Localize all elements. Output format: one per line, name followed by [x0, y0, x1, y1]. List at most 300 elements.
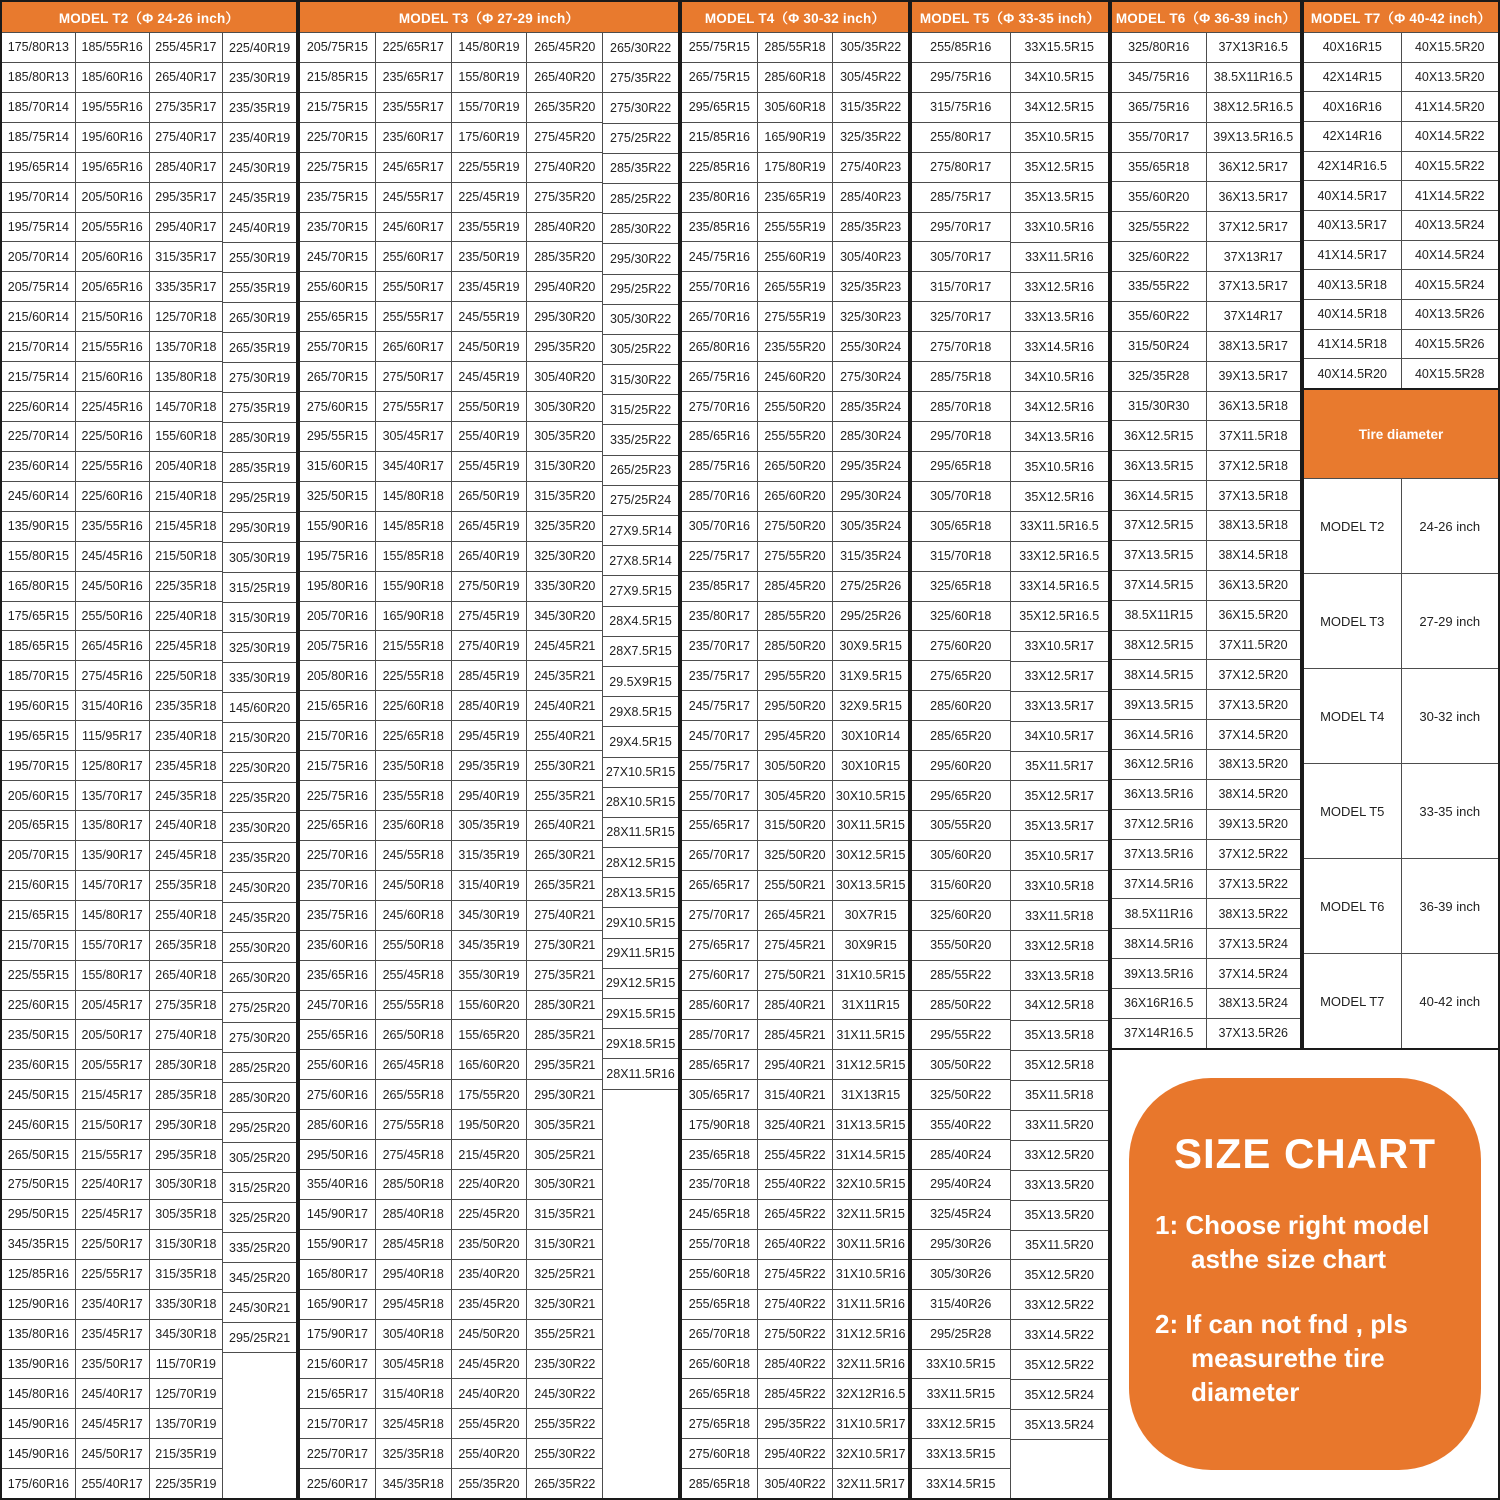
tire-size-cell: 295/25R22 — [603, 275, 678, 305]
tire-size-cell: 33X12.5R15 — [912, 1409, 1010, 1439]
tire-size-cell: 315/40R16 — [76, 691, 149, 721]
tire-size-cell: 33X12.5R16 — [1011, 273, 1109, 303]
tire-size-cell: 315/40R21 — [758, 1080, 833, 1110]
tire-size-cell: 31X11.5R16 — [833, 1290, 908, 1320]
tire-size-cell: 33X14.5R16 — [1011, 332, 1109, 362]
tire-size-cell: 275/45R19 — [452, 602, 527, 632]
tire-size-cell: 275/70R16 — [682, 392, 757, 422]
tire-size-cell: 305/35R20 — [527, 422, 602, 452]
tire-size-cell: 275/30R19 — [223, 363, 296, 393]
tire-size-cell: 335/30R19 — [223, 663, 296, 693]
tire-size-cell: 285/30R24 — [833, 422, 908, 452]
tire-size-cell: 145/90R16 — [2, 1439, 75, 1469]
tire-size-cell: 31X13R15 — [833, 1080, 908, 1110]
tire-size-cell: 235/70R16 — [300, 871, 375, 901]
tire-size-cell: 265/60R20 — [758, 482, 833, 512]
tire-size-cell: 225/45R16 — [76, 392, 149, 422]
tire-size-cell: 245/60R14 — [2, 482, 75, 512]
tire-size-cell: 275/25R26 — [833, 572, 908, 602]
tire-size-cell: 295/35R24 — [833, 452, 908, 482]
tire-size-cell: 285/30R18 — [150, 1050, 223, 1080]
tire-size-cell: 215/50R17 — [76, 1110, 149, 1140]
tire-size-cell: 245/30R21 — [223, 1293, 296, 1323]
tire-size-cell: 205/70R14 — [2, 242, 75, 272]
tire-size-cell: 245/40R21 — [527, 691, 602, 721]
size-column — [222, 33, 296, 1498]
tire-size-cell: 31X10.5R16 — [833, 1260, 908, 1290]
tire-size-cell: 135/90R17 — [76, 841, 149, 871]
section-model-t4 — [680, 0, 910, 1500]
tire-size-cell: 245/40R19 — [223, 213, 296, 243]
tire-size-cell: 225/85R16 — [682, 153, 757, 183]
tire-size-cell: 36X13.5R16 — [1112, 780, 1206, 810]
tire-size-cell: 295/25R21 — [223, 1323, 296, 1353]
tire-size-cell: 265/45R19 — [452, 512, 527, 542]
tire-size-cell: 325/50R22 — [912, 1080, 1010, 1110]
tire-size-cell: 145/90R16 — [2, 1409, 75, 1439]
tire-size-cell: 235/65R18 — [682, 1140, 757, 1170]
tire-size-cell: 255/45R20 — [452, 1409, 527, 1439]
tire-size-cell: 32X10.5R15 — [833, 1170, 908, 1200]
tire-size-cell: 325/40R21 — [758, 1110, 833, 1140]
tire-size-cell: 33X10.5R17 — [1011, 632, 1109, 662]
tire-size-cell: 155/70R17 — [76, 931, 149, 961]
tire-size-cell: 37X13.5R24 — [1207, 929, 1301, 959]
tire-size-cell: 36X16R16.5 — [1112, 989, 1206, 1019]
tire-size-cell: 135/90R15 — [2, 512, 75, 542]
tire-size-cell: 235/45R19 — [452, 272, 527, 302]
tire-size-cell: 38X12.5R16.5 — [1207, 93, 1301, 123]
tire-size-cell: 285/65R16 — [682, 422, 757, 452]
tire-size-cell: 255/40R19 — [452, 422, 527, 452]
tire-size-cell: 245/35R21 — [527, 661, 602, 691]
tire-size-cell: 295/40R20 — [527, 272, 602, 302]
tire-size-cell: 235/40R18 — [150, 721, 223, 751]
tire-size-cell: 275/40R22 — [758, 1290, 833, 1320]
tire-size-cell: 37X13.5R15 — [1112, 541, 1206, 571]
tire-size-cell: 255/30R20 — [223, 933, 296, 963]
tire-size-cell: 225/45R19 — [452, 183, 527, 213]
section-model-t7 — [1302, 0, 1500, 390]
tire-size-cell: 125/90R16 — [2, 1290, 75, 1320]
tire-size-cell: 33X12.5R16.5 — [1011, 542, 1109, 572]
tire-size-cell: 185/75R14 — [2, 123, 75, 153]
tire-size-cell: 125/80R17 — [76, 751, 149, 781]
tire-size-cell: 305/60R20 — [912, 841, 1010, 871]
tire-size-cell: 325/45R24 — [912, 1200, 1010, 1230]
tire-size-cell: 195/50R20 — [452, 1110, 527, 1140]
size-chart-box — [1129, 1078, 1481, 1470]
tire-size-cell: 345/75R16 — [1112, 63, 1206, 93]
tire-size-cell: 215/45R18 — [150, 512, 223, 542]
tire-size-cell: 215/70R17 — [300, 1409, 375, 1439]
tire-size-cell: 245/35R18 — [150, 781, 223, 811]
tire-size-cell: 225/65R16 — [300, 811, 375, 841]
tire-size-cell: 325/35R18 — [376, 1439, 451, 1469]
tire-size-cell: 255/30R21 — [527, 751, 602, 781]
tire-size-cell: 38.5X11R16 — [1112, 899, 1206, 929]
tire-size-cell: 295/35R20 — [527, 332, 602, 362]
tire-size-cell: 31X12.5R16 — [833, 1320, 908, 1350]
section-model-t5 — [910, 0, 1110, 1500]
tire-size-cell: 29.5X9R15 — [603, 667, 678, 697]
tire-size-cell: 35X12.5R18 — [1011, 1051, 1109, 1081]
tire-size-cell: 345/25R20 — [223, 1263, 296, 1293]
tire-size-cell: 295/35R17 — [150, 183, 223, 213]
tire-size-cell: 205/50R17 — [76, 1020, 149, 1050]
tire-size-cell: 205/55R17 — [76, 1050, 149, 1080]
tire-size-cell: 215/85R16 — [682, 123, 757, 153]
tire-size-cell: 355/40R16 — [300, 1170, 375, 1200]
tire-size-cell: 295/45R18 — [376, 1290, 451, 1320]
tire-size-cell: 245/60R18 — [376, 901, 451, 931]
tire-size-cell: 235/55R18 — [376, 781, 451, 811]
size-column — [1010, 33, 1109, 1498]
tire-size-cell: 155/80R19 — [452, 63, 527, 93]
tire-size-cell: 315/70R17 — [912, 272, 1010, 302]
tire-size-cell: 345/35R19 — [452, 931, 527, 961]
tire-size-cell: 255/65R16 — [300, 1020, 375, 1050]
tire-size-cell: 325/45R18 — [376, 1409, 451, 1439]
tire-size-cell: 235/55R19 — [452, 213, 527, 243]
tire-size-cell: 39X13.5R20 — [1207, 810, 1301, 840]
tire-size-cell: 185/55R16 — [76, 33, 149, 63]
tire-size-cell: 35X13.5R24 — [1011, 1410, 1109, 1440]
tire-size-cell: 42X14R16 — [1304, 122, 1401, 152]
tire-size-cell: 33X11.5R16.5 — [1011, 512, 1109, 542]
tire-size-cell: 38.5X11R15 — [1112, 601, 1206, 631]
tire-size-cell: 185/70R14 — [2, 93, 75, 123]
tire-size-cell: 255/55R19 — [758, 213, 833, 243]
tire-size-cell: 275/35R20 — [527, 183, 602, 213]
tire-size-cell: 33X12.5R20 — [1011, 1141, 1109, 1171]
tire-size-cell: 235/50R19 — [452, 242, 527, 272]
tire-size-cell: 275/65R17 — [682, 931, 757, 961]
size-column — [757, 33, 833, 1498]
tire-size-cell: 175/65R15 — [2, 602, 75, 632]
tire-size-cell: 275/25R22 — [603, 124, 678, 154]
tire-size-cell: 285/50R20 — [758, 631, 833, 661]
tire-size-cell: 235/80R17 — [682, 602, 757, 632]
tire-size-cell: 265/45R18 — [376, 1050, 451, 1080]
tire-size-cell: 325/60R22 — [1112, 242, 1206, 272]
tire-size-cell: 37X12.5R16 — [1112, 810, 1206, 840]
t7-and-legend-stack — [1302, 0, 1500, 1050]
tire-size-cell: 305/30R22 — [603, 305, 678, 335]
tire-size-cell: 35X11.5R17 — [1011, 752, 1109, 782]
size-table-t7 — [1304, 33, 1498, 388]
tire-size-cell: 37X13.5R16 — [1112, 840, 1206, 870]
legend-row-t2 — [1304, 479, 1498, 573]
tire-size-cell: 245/75R16 — [682, 242, 757, 272]
tire-size-cell: 285/70R18 — [912, 392, 1010, 422]
tire-size-cell: 255/60R16 — [300, 1050, 375, 1080]
tire-size-cell: 37X13R16.5 — [1207, 33, 1301, 63]
tire-size-cell: 285/60R17 — [682, 991, 757, 1021]
tire-size-cell: 265/65R17 — [682, 871, 757, 901]
tire-size-cell: 33X14.5R15 — [925, 1476, 996, 1491]
tire-size-cell: 36X13.5R20 — [1207, 571, 1301, 601]
tire-size-cell: 29X12.5R15 — [603, 969, 678, 999]
tire-diameter-legend — [1302, 390, 1500, 1050]
tire-size-cell: 205/70R16 — [300, 602, 375, 632]
size-column — [2, 33, 75, 1498]
tire-size-cell: 265/35R18 — [150, 931, 223, 961]
tire-size-cell: 38X14.5R20 — [1207, 780, 1301, 810]
tire-size-cell: 38X14.5R15 — [1112, 660, 1206, 690]
tire-size-cell: 335/30R20 — [527, 572, 602, 602]
tire-size-cell: 40X13.5R20 — [1402, 63, 1499, 93]
tire-size-cell: 295/40R21 — [758, 1050, 833, 1080]
tire-size-cell: 265/45R22 — [758, 1200, 833, 1230]
tire-size-cell: 275/40R23 — [833, 153, 908, 183]
tire-size-cell: 135/80R18 — [150, 362, 223, 392]
tire-size-cell: 33X10.5R18 — [1011, 871, 1109, 901]
legend-model-label: MODEL T3 — [1304, 574, 1402, 668]
tire-size-cell: 325/60R18 — [912, 602, 1010, 632]
tire-size-cell: 245/35R20 — [223, 903, 296, 933]
tire-size-cell: 285/40R20 — [527, 213, 602, 243]
tire-size-cell: 325/35R22 — [833, 123, 908, 153]
tire-size-cell: 31X10.5R17 — [833, 1409, 908, 1439]
tire-size-cell: 275/30R21 — [527, 931, 602, 961]
tire-size-cell: 40X16R16 — [1304, 92, 1401, 122]
tire-size-cell: 36X13.5R18 — [1207, 392, 1301, 422]
tire-size-cell: 275/35R22 — [603, 63, 678, 93]
tire-size-cell: 235/40R17 — [76, 1290, 149, 1320]
tire-size-cell: 275/50R22 — [758, 1320, 833, 1350]
section-header-t5: MODEL T5（Φ 33-35 inch） — [912, 2, 1108, 33]
tire-size-cell: 30X7R15 — [833, 901, 908, 931]
tire-size-cell: 35X12.5R15 — [1011, 153, 1109, 183]
tire-size-cell: 295/60R20 — [912, 751, 1010, 781]
tire-size-cell: 285/35R21 — [527, 1020, 602, 1050]
tire-size-cell: 295/45R20 — [758, 721, 833, 751]
tire-size-cell: 205/60R16 — [76, 242, 149, 272]
legend-diameter-range: 24-26 inch — [1419, 518, 1481, 534]
tire-size-cell: 205/75R16 — [300, 631, 375, 661]
tire-size-cell: 265/50R19 — [452, 482, 527, 512]
empty-cell — [1011, 1440, 1109, 1498]
tire-size-cell: 305/50R20 — [758, 751, 833, 781]
size-table-t3 — [300, 33, 678, 1498]
tire-size-cell: 35X10.5R17 — [1011, 841, 1109, 871]
tire-size-cell: 235/75R17 — [682, 661, 757, 691]
tire-size-cell: 40X15.5R28 — [1414, 366, 1485, 381]
tire-size-cell: 31X14.5R15 — [833, 1140, 908, 1170]
tire-size-cell: 315/60R15 — [300, 452, 375, 482]
tire-size-cell: 265/50R18 — [376, 1020, 451, 1050]
tire-size-cell: 32X10.5R17 — [833, 1439, 908, 1469]
tire-size-cell: 255/40R20 — [452, 1439, 527, 1469]
tire-size-cell: 42X14R15 — [1304, 63, 1401, 93]
tire-size-cell: 255/60R19 — [758, 242, 833, 272]
tire-size-cell: 225/60R18 — [376, 691, 451, 721]
tire-size-cell: 215/75R16 — [300, 751, 375, 781]
tire-size-cell: 285/40R23 — [833, 183, 908, 213]
tire-size-cell: 315/30R19 — [223, 603, 296, 633]
tire-size-cell: 40X14.5R22 — [1402, 122, 1499, 152]
tire-size-cell: 315/30R21 — [527, 1230, 602, 1260]
tire-size-cell: 295/30R24 — [833, 482, 908, 512]
tire-size-cell: 135/90R16 — [2, 1350, 75, 1380]
legend-model-label: MODEL T5 — [1304, 764, 1402, 858]
tire-size-cell: 325/65R18 — [912, 572, 1010, 602]
tire-size-cell: 305/70R16 — [682, 512, 757, 542]
tire-size-cell: 255/70R17 — [682, 781, 757, 811]
tire-size-cell: 245/50R17 — [76, 1439, 149, 1469]
tire-size-cell: 255/55R20 — [758, 422, 833, 452]
tire-size-cell: 235/30R20 — [223, 813, 296, 843]
right-panel-tables — [1110, 0, 1500, 1050]
tire-size-cell: 325/80R16 — [1112, 33, 1206, 63]
tire-size-cell: 36X12.5R16 — [1112, 750, 1206, 780]
tire-size-cell: 195/60R16 — [76, 123, 149, 153]
tire-size-cell: 37X12.5R18 — [1207, 451, 1301, 481]
tire-size-cell: 195/70R14 — [2, 183, 75, 213]
tire-size-cell: 285/60R18 — [758, 63, 833, 93]
tire-size-cell: 315/35R17 — [150, 242, 223, 272]
tire-size-cell: 145/80R19 — [452, 33, 527, 63]
legend-diameter-range: 36-39 inch — [1419, 898, 1481, 914]
tire-size-cell: 205/50R16 — [76, 183, 149, 213]
tire-size-cell: 29X15.5R15 — [603, 999, 678, 1029]
tire-size-cell: 205/70R15 — [2, 841, 75, 871]
tire-size-cell: 225/40R19 — [223, 33, 296, 63]
tire-size-cell: 36X12.5R15 — [1112, 421, 1206, 451]
tire-size-cell: 40X14.5R18 — [1304, 300, 1401, 330]
tire-size-cell: 235/40R20 — [452, 1260, 527, 1290]
tire-size-cell: 35X13.5R18 — [1011, 1021, 1109, 1051]
tire-size-cell: 255/75R17 — [682, 751, 757, 781]
tire-size-cell: 215/65R17 — [300, 1379, 375, 1409]
tire-size-cell: 235/55R17 — [376, 93, 451, 123]
tire-size-cell: 255/60R18 — [682, 1260, 757, 1290]
tire-size-cell: 41X14.5R22 — [1402, 181, 1499, 211]
tire-size-cell: 28X12.5R15 — [603, 848, 678, 878]
tire-size-cell: 145/90R17 — [300, 1200, 375, 1230]
tire-size-cell: 34X10.5R15 — [1011, 63, 1109, 93]
tire-size-cell: 135/80R17 — [76, 811, 149, 841]
tire-size-cell: 305/70R18 — [912, 482, 1010, 512]
tire-size-cell: 275/35R18 — [150, 991, 223, 1021]
tire-size-cell: 255/80R17 — [912, 123, 1010, 153]
tire-size-cell: 275/30R22 — [603, 93, 678, 123]
tire-size-cell: 305/45R20 — [758, 781, 833, 811]
tire-size-cell: 165/90R19 — [758, 123, 833, 153]
tire-size-cell: 38X13.5R17 — [1207, 332, 1301, 362]
tire-size-cell: 275/65R18 — [682, 1409, 757, 1439]
tire-size-cell: 305/30R26 — [912, 1260, 1010, 1290]
legend-diameter-range: 27-29 inch — [1419, 613, 1481, 629]
tire-size-cell: 40X14.5R20 — [1317, 366, 1387, 381]
tire-size-cell: 225/50R17 — [76, 1230, 149, 1260]
tire-size-cell: 325/50R20 — [758, 841, 833, 871]
tire-size-cell: 305/60R18 — [758, 93, 833, 123]
tire-size-cell: 33X11.5R20 — [1011, 1111, 1109, 1141]
tire-size-cell: 31X10.5R15 — [833, 961, 908, 991]
tire-size-cell: 295/40R24 — [912, 1170, 1010, 1200]
tire-size-cell: 275/60R20 — [912, 631, 1010, 661]
size-column — [75, 33, 149, 1498]
tire-size-cell: 265/55R19 — [758, 272, 833, 302]
tire-size-cell: 29X18.5R15 — [603, 1029, 678, 1059]
tire-size-cell: 125/70R18 — [150, 302, 223, 332]
tire-size-cell: 195/65R15 — [2, 721, 75, 751]
tire-size-cell: 225/70R17 — [300, 1439, 375, 1469]
tire-size-cell: 325/35R20 — [527, 512, 602, 542]
tire-size-cell: 37X14.5R16 — [1112, 870, 1206, 900]
tire-size-cell: 32X11.5R16 — [833, 1350, 908, 1380]
tire-size-cell: 165/60R20 — [452, 1050, 527, 1080]
tire-size-cell: 315/40R18 — [376, 1379, 451, 1409]
tire-size-cell: 225/75R15 — [300, 153, 375, 183]
tire-size-cell: 225/35R18 — [150, 572, 223, 602]
tire-size-cell: 225/45R17 — [76, 1200, 149, 1230]
tire-size-cell: 30X10R14 — [833, 721, 908, 751]
size-column — [832, 33, 908, 1498]
tire-size-cell: 275/60R18 — [682, 1439, 757, 1469]
tire-size-cell: 265/30R21 — [527, 841, 602, 871]
tire-size-cell: 235/60R15 — [2, 1050, 75, 1080]
tire-size-cell: 265/75R16 — [682, 362, 757, 392]
tire-size-cell: 255/75R15 — [682, 33, 757, 63]
tire-size-cell: 305/35R22 — [833, 33, 908, 63]
tire-size-cell: 185/60R16 — [76, 63, 149, 93]
tire-size-cell: 285/25R22 — [603, 184, 678, 214]
tire-size-cell: 38.5X11R16.5 — [1207, 63, 1301, 93]
tire-size-cell: 285/55R22 — [912, 961, 1010, 991]
tire-size-cell: 225/30R20 — [223, 753, 296, 783]
tire-size-cell: 305/50R22 — [912, 1050, 1010, 1080]
tire-size-cell: 235/55R20 — [758, 332, 833, 362]
tire-size-cell: 37X14R17 — [1207, 302, 1301, 332]
tire-size-cell: 265/35R22 — [534, 1476, 596, 1491]
tire-size-cell: 275/55R17 — [376, 392, 451, 422]
tire-size-cell: 325/55R22 — [1112, 212, 1206, 242]
tire-size-cell: 275/45R21 — [758, 931, 833, 961]
tire-size-cell: 205/65R16 — [76, 272, 149, 302]
tire-size-cell: 315/35R18 — [150, 1260, 223, 1290]
tire-size-cell: 38X13.5R18 — [1207, 511, 1301, 541]
tire-size-cell: 235/60R16 — [300, 931, 375, 961]
tire-size-cell: 41X14.5R17 — [1304, 241, 1401, 271]
tire-size-cell: 255/40R21 — [527, 721, 602, 751]
tire-size-cell: 275/65R20 — [912, 661, 1010, 691]
tire-size-cell: 285/65R17 — [682, 1050, 757, 1080]
tire-size-cell: 245/55R18 — [376, 841, 451, 871]
tire-size-cell: 275/55R19 — [758, 302, 833, 332]
size-chart-instruction-2: 2: If can not fnd , pls measurethe tire diameter — [1155, 1308, 1408, 1408]
tire-size-cell: 195/80R16 — [300, 572, 375, 602]
legend-row-t3 — [1304, 573, 1498, 668]
tire-size-cell: 285/70R16 — [682, 482, 757, 512]
section-model-t2 — [0, 0, 298, 1500]
tire-size-cell: 34X10.5R17 — [1011, 722, 1109, 752]
tire-size-cell: 225/50R18 — [150, 661, 223, 691]
tire-size-cell: 245/60R17 — [376, 213, 451, 243]
tire-size-cell: 235/80R16 — [682, 183, 757, 213]
tire-size-cell: 36X14.5R15 — [1112, 481, 1206, 511]
tire-size-cell: 275/40R18 — [150, 1020, 223, 1050]
tire-size-cell: 275/35R21 — [527, 961, 602, 991]
tire-size-cell: 355/25R21 — [527, 1320, 602, 1350]
tire-size-cell: 255/30R19 — [223, 243, 296, 273]
tire-size-cell: 245/70R17 — [682, 721, 757, 751]
tire-size-cell: 31X9.5R15 — [833, 661, 908, 691]
tire-size-cell: 35X10.5R16 — [1011, 452, 1109, 482]
tire-size-cell: 285/70R17 — [682, 1020, 757, 1050]
